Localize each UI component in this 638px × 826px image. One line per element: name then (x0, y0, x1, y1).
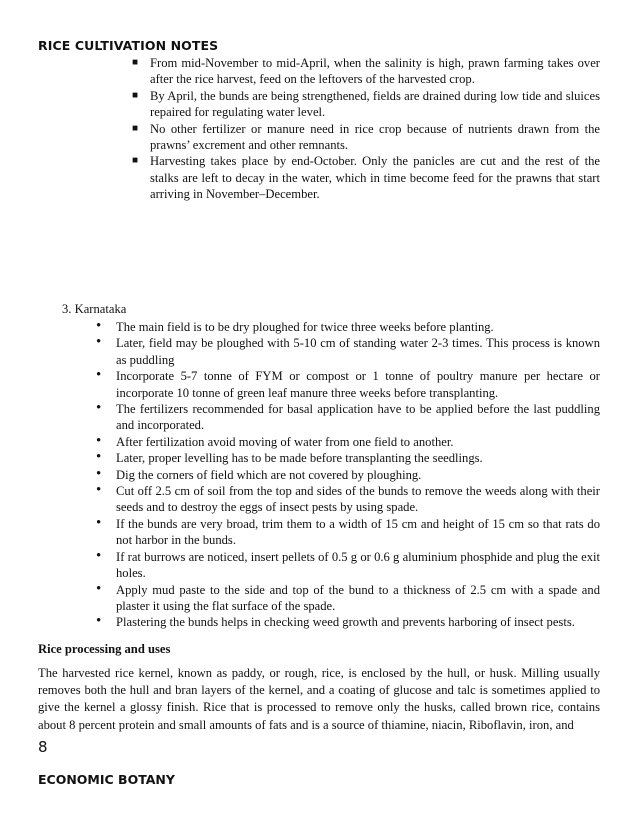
square-bullet-icon: ■ (132, 155, 139, 167)
list-item: ■ From mid-November to mid-April, when the salinity is high, prawn farming takes over after the rice harvest, feed on the leftovers of the harvested crop. (132, 56, 600, 87)
bullet-icon: • (96, 482, 102, 499)
list-item: • The main field is to be dry ploughed for twice three weeks before planting. (96, 318, 494, 334)
bullet-icon: • (96, 432, 102, 449)
list-item: • Plastering the bunds helps in checking weed growth and prevents harboring of insect pests. (96, 613, 575, 630)
bullet-icon: • (96, 367, 102, 384)
list-item: • If the bunds are very broad, trim them to a width of 15 cm and height of 15 cm so that rats do not harbor in the bunds. (96, 514, 600, 548)
list-item: • Incorporate 5-7 tonne of FYM or compost or 1 tonne of poultry manure per hectare or incorporate 10 tonne of green leaf manure three weeks before transplanting. (96, 367, 600, 400)
square-bullet-icon: ■ (132, 57, 139, 68)
page-footer: ECONOMIC BOTANY (38, 772, 175, 787)
list-item: ■ Harvesting takes place by end-October. Only the panicles are cut and the rest of the stalks are left to decay in the water, which in time become feed for the prawns that start arriving in November–December. (132, 154, 600, 202)
karnataka-list (96, 318, 600, 631)
bullet-icon: • (96, 514, 102, 531)
section-title: Rice processing and uses (38, 642, 171, 656)
list-item: • If rat burrows are noticed, insert pellets of 0.5 g or 0.6 g aluminium phosphide and plug the exit holes. (96, 547, 600, 581)
page-header: RICE CULTIVATION NOTES (38, 38, 219, 53)
bullet-icon: • (96, 449, 102, 466)
bullet-icon: • (96, 465, 102, 482)
section-paragraph: The harvested rice kernel, known as paddy, or rough, rice, is enclosed by the hull, or husk. Milling usually removes both the hull and bran layers of the kernel, and a coating of glucose and talc is sometimes applied to give the kernel a glossy finish. Rice that is processed to remove only the husks, called brown rice, contains about 8 percent protein and small amounts of fats and is a source of thiamine, niacin, Riboflavin, iron, and (38, 666, 600, 732)
list-item: • Later, field may be ploughed with 5-10 cm of standing water 2-3 times. This process is known as puddling (96, 334, 600, 367)
page-number: 8 (38, 738, 48, 756)
bullet-icon: • (96, 580, 102, 597)
list-item: • After fertilization avoid moving of water from one field to another. (96, 432, 454, 449)
list-item: • Dig the corners of field which are not covered by ploughing. (96, 465, 422, 482)
list-item: • The fertilizers recommended for basal application have to be applied before the last puddling and incorporated. (96, 400, 600, 433)
bullet-icon: • (96, 547, 102, 564)
karnataka-heading: 3. Karnataka (62, 302, 127, 316)
list-item: ■ By April, the bunds are being strengthened, fields are drained during low tide and sluices repaired for regulating water level. (132, 88, 600, 120)
bullet-icon: • (96, 334, 102, 351)
list-item: • Apply mud paste to the side and top of the bund to a thickness of 2.5 cm with a spade and plaster it using the flat surface of the spade. (96, 580, 600, 613)
prawn-farming-list (132, 55, 600, 203)
list-item: ■ No other fertilizer or manure need in rice crop because of nutrients drawn from the prawns’ excrement and other remnants. (132, 121, 600, 153)
bullet-icon: • (96, 400, 102, 417)
list-item: • Later, proper levelling has to be made before transplanting the seedlings. (96, 449, 483, 466)
list-item: • Cut off 2.5 cm of soil from the top and sides of the bunds to remove the weeds along with their seeds and to destroy the eggs of insect pests by using spade. (96, 482, 600, 515)
bullet-icon: • (96, 318, 102, 334)
bullet-icon: • (96, 613, 102, 630)
square-bullet-icon: ■ (132, 122, 139, 134)
square-bullet-icon: ■ (132, 89, 139, 101)
